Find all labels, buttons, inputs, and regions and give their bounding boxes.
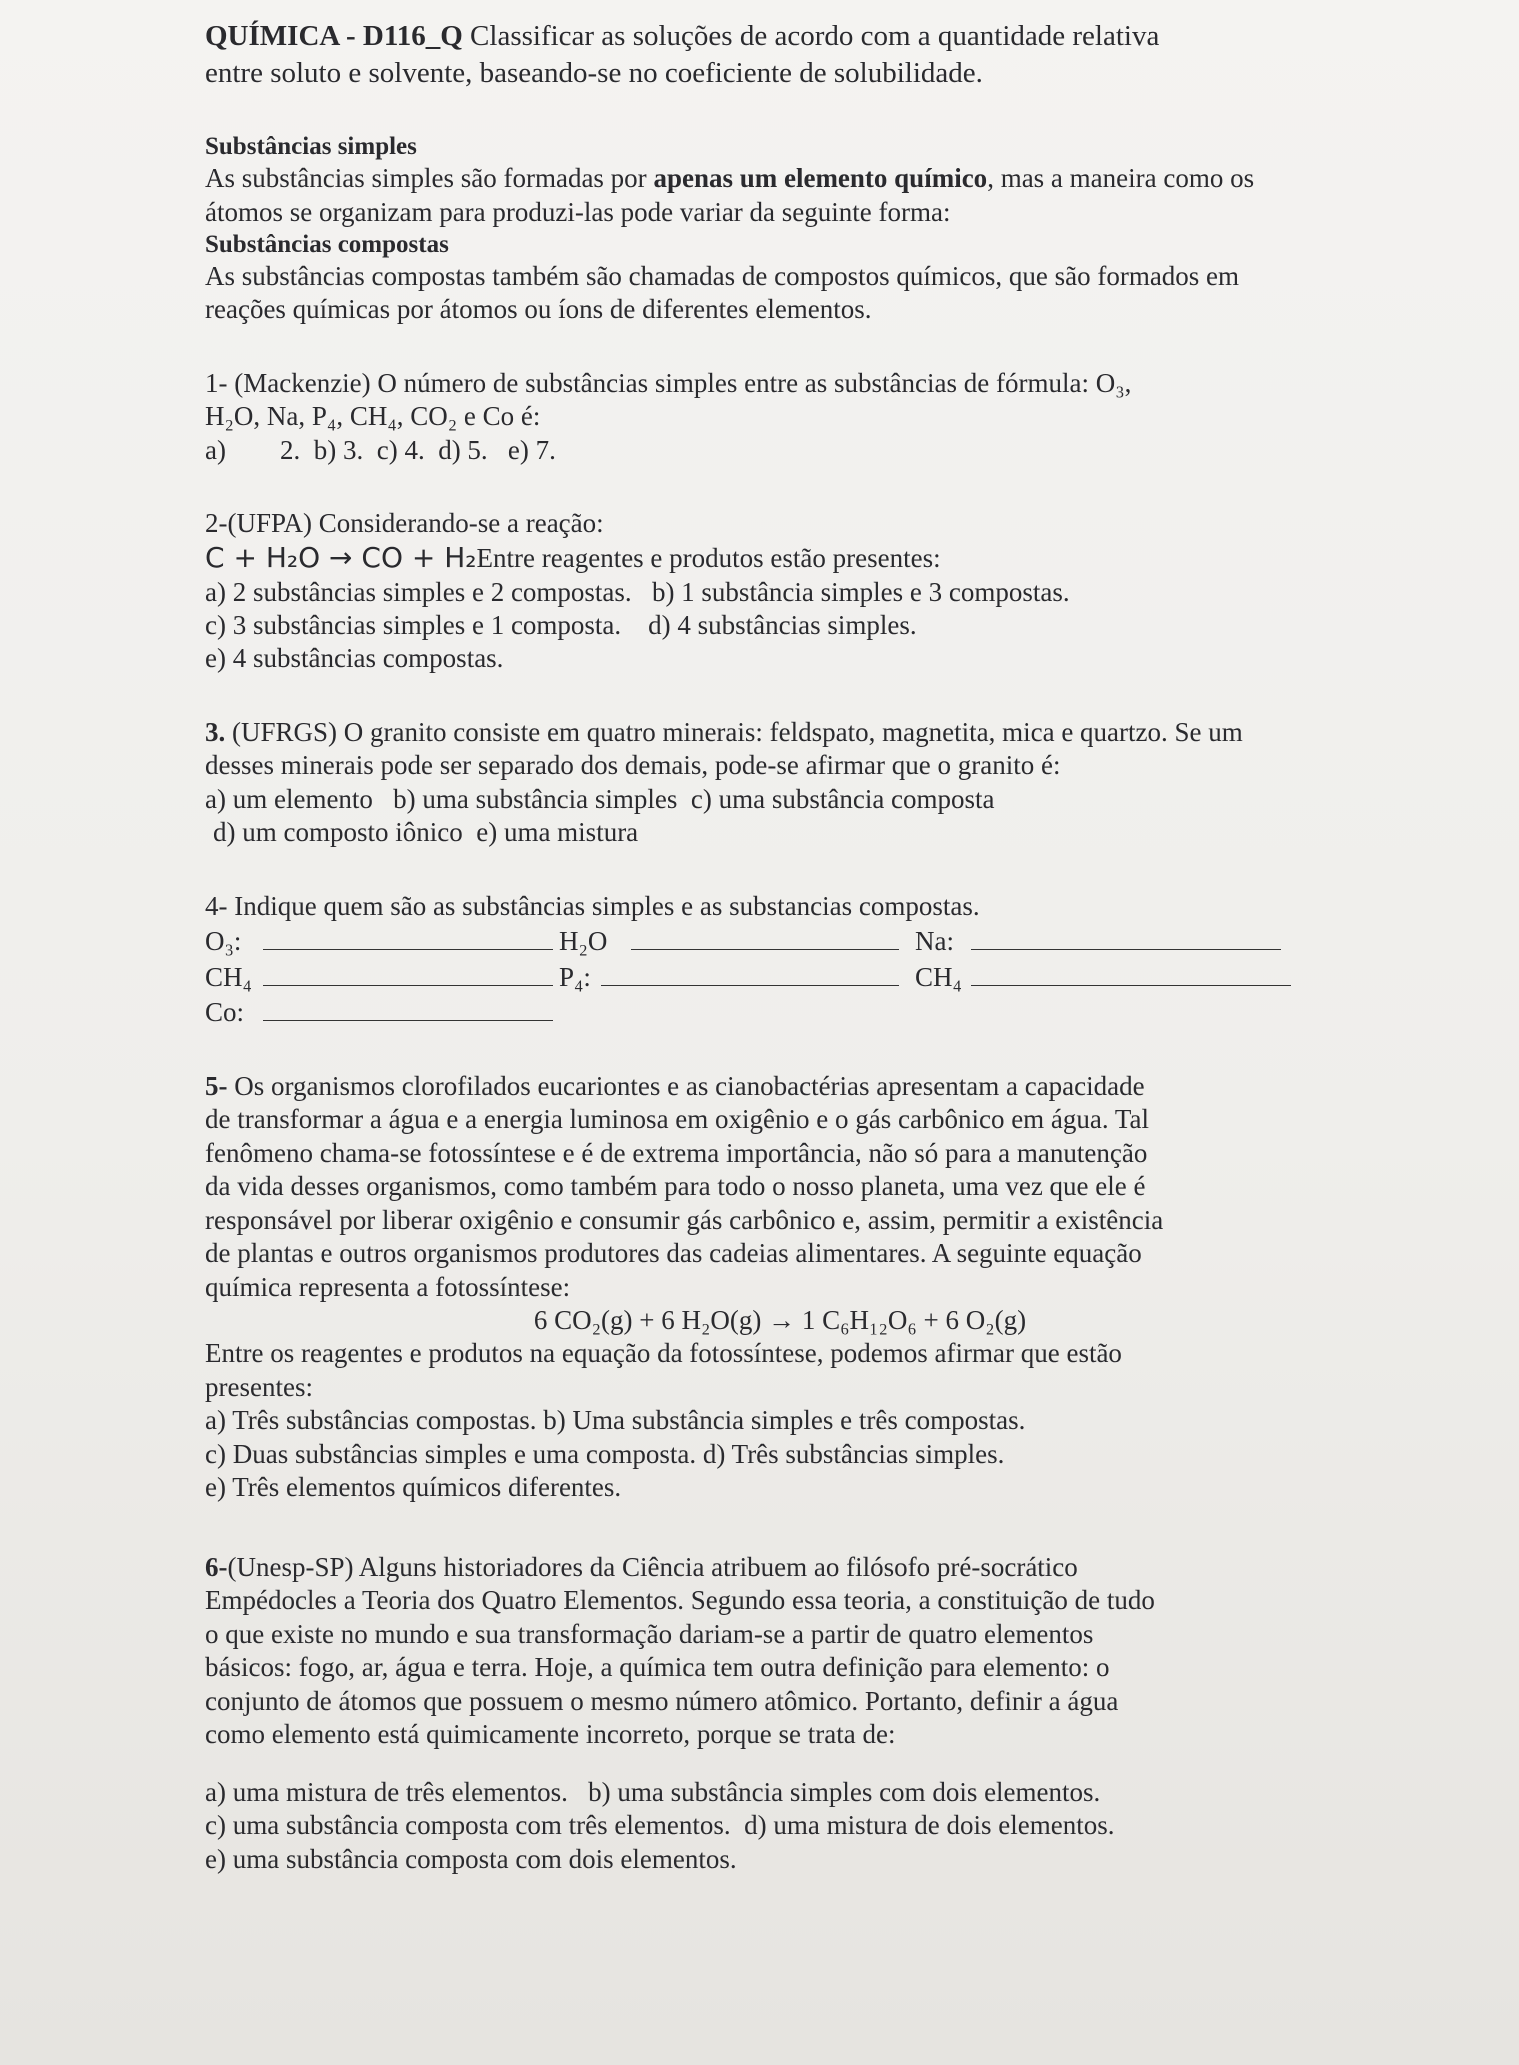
- q5-line: responsável por liberar oxigênio e consumir gás carbônico e, assim, permitir a existência: [205, 1204, 1164, 1235]
- q6-options-1: a) uma mistura de três elementos. b) uma substância simples com dois elementos.: [205, 1776, 1101, 1807]
- q6-line: Empédocles a Teoria dos Quatro Elementos. Segundo essa teoria, a constituição de tudo: [205, 1585, 1155, 1616]
- q6-statement: [205, 1551, 1435, 1752]
- q4-row-3: [205, 996, 1435, 1029]
- q6-line: conjunto de átomos que possuem o mesmo número atômico. Portanto, definir a água: [205, 1685, 1119, 1716]
- q5-options-3: e) Três elementos químicos diferentes.: [205, 1472, 622, 1503]
- q4-row-1: [205, 925, 1435, 958]
- q5-line: fenômeno chama-se fotossíntese e é de extrema importância, não só para a manutenção: [205, 1137, 1148, 1168]
- header-line-2: entre soluto e solvente, baseando-se no coeficiente de solubilidade.: [205, 56, 983, 89]
- q6-line: como elemento está quimicamente incorreto, porque se trata de:: [205, 1719, 896, 1750]
- q4-label: O₃:: [205, 926, 242, 957]
- header-line-1: [205, 18, 1435, 55]
- q5-line: de transformar a água e a energia luminosa em oxigênio e o gás carbônico em água. Tal: [205, 1104, 1149, 1135]
- answer-blank[interactable]: [971, 929, 1281, 950]
- q5-number: 5-: [205, 1070, 228, 1101]
- compound-substances-text-2: reações químicas por átomos ou íons de diferentes elementos.: [205, 294, 872, 325]
- q6-number: 6-: [205, 1551, 228, 1582]
- q5-line: da vida desses organismos, como também para todo o nosso planeta, uma vez que ele é: [205, 1171, 1146, 1202]
- answer-blank[interactable]: [263, 1000, 553, 1021]
- q3-options-2: d) um composto iônico e) uma mistura: [213, 817, 639, 848]
- q4-label: Na:: [915, 926, 954, 957]
- answer-blank[interactable]: [631, 929, 899, 950]
- q4-label: CH₄: [915, 961, 962, 992]
- q4-label: Co:: [205, 997, 245, 1028]
- q6-line: básicos: fogo, ar, água e terra. Hoje, a química tem outra definição para elemento: o: [205, 1652, 1110, 1683]
- q2-statement: 2-(UFPA) Considerando-se a reação:: [205, 508, 604, 539]
- q4-label: H₂O: [559, 926, 608, 957]
- compound-substances-text-1: As substâncias compostas também são chamadas de compostos químicos, que são formados em: [205, 261, 1240, 291]
- q5-line: química representa a fotossíntese:: [205, 1271, 571, 1302]
- q5-options-1: a) Três substâncias compostas. b) Uma substância simples e três compostas.: [205, 1405, 1026, 1436]
- q2-equation: C + H₂O → CO + H₂: [205, 540, 477, 574]
- q2-options-cd: c) 3 substâncias simples e 1 composta. d) 4 substâncias simples.: [205, 610, 917, 640]
- q6-options-2: c) uma substância composta com três elementos. d) uma mistura de dois elementos.: [205, 1810, 1115, 1841]
- q4-prompt: 4- Indique quem são as substâncias simples e as substancias compostas.: [205, 890, 980, 921]
- q2-option-e: e) 4 substâncias compostas.: [205, 643, 504, 674]
- answer-blank[interactable]: [601, 965, 899, 986]
- simple-substances-text-1: As substâncias simples são formadas por apenas um elemento químico, mas a maneira como os: [205, 163, 1255, 194]
- skill-code: D116_Q: [362, 20, 463, 52]
- q3-statement-1: 3. (UFRGS) O granito consiste em quatro minerais: feldspato, magnetita, mica e quartzo. Se um: [205, 716, 1243, 747]
- subject-label: QUÍMICA -: [205, 20, 356, 52]
- worksheet: [205, 18, 1435, 1876]
- q5-line: de plantas e outros organismos produtores das cadeias alimentares. A seguinte equação: [205, 1238, 1142, 1269]
- q2-options-ab: a) 2 substâncias simples e 2 compostas. b) 1 substância simples e 3 compostas.: [205, 576, 1070, 607]
- q6-line: o que existe no mundo e sua transformação dariam-se a partir de quatro elementos: [205, 1618, 1094, 1649]
- simple-substances-title: Substâncias simples: [205, 133, 417, 161]
- answer-blank[interactable]: [971, 965, 1291, 986]
- q4-label: CH₄: [205, 961, 252, 992]
- q5-options-2: c) Duas substâncias simples e uma composta. d) Três substâncias simples.: [205, 1438, 1005, 1469]
- q3-options-1: a) um elemento b) uma substância simples c) uma substância composta: [205, 783, 995, 814]
- simple-substances-text-2: átomos se organizam para produzi-las pode variar da seguinte forma:: [205, 196, 951, 227]
- q1-statement-1: 1- (Mackenzie) O número de substâncias simples entre as substâncias de fórmula: O₃,: [205, 367, 1132, 398]
- q4-row-2: [205, 961, 1435, 994]
- q3-number: 3.: [205, 716, 226, 747]
- q2-reaction-line: [205, 541, 1435, 576]
- q5-question-2: presentes:: [205, 1371, 313, 1402]
- q6-options-3: e) uma substância composta com dois elementos.: [205, 1843, 737, 1874]
- q2-question: Entre reagentes e produtos estão presentes:: [476, 542, 941, 573]
- objective-text: Classificar as soluções de acordo com a quantidade relativa: [470, 20, 1160, 52]
- q5-question-1: Entre os reagentes e produtos na equação da fotossíntese, podemos afirmar que estão: [205, 1338, 1122, 1369]
- q3-statement-2: desses minerais pode ser separado dos demais, pode-se afirmar que o granito é:: [205, 750, 1061, 781]
- q5-line: 5- Os organismos clorofilados eucariontes e as cianobactérias apresentam a capacidade: [205, 1070, 1145, 1101]
- q6-line: 6-(Unesp-SP) Alguns historiadores da Ciência atribuem ao filósofo pré-socrático: [205, 1551, 1078, 1582]
- answer-blank[interactable]: [263, 965, 553, 986]
- photosynthesis-equation: 6 CO₂(g) + 6 H₂O(g) → 1 C₆H₁₂O₆ + 6 O₂(g): [533, 1304, 1027, 1335]
- emphasis: apenas um elemento químico: [653, 163, 988, 194]
- q1-options: a) 2. b) 3. c) 4. d) 5. e) 7.: [205, 434, 556, 465]
- q1-statement-2: H₂O, Na, P₄, CH₄, CO₂ e Co é:: [205, 401, 541, 432]
- compound-substances-title: Substâncias compostas: [205, 231, 449, 258]
- q4-label: P₄:: [559, 961, 591, 992]
- q5-statement: [205, 1070, 1435, 1304]
- answer-blank[interactable]: [263, 929, 553, 950]
